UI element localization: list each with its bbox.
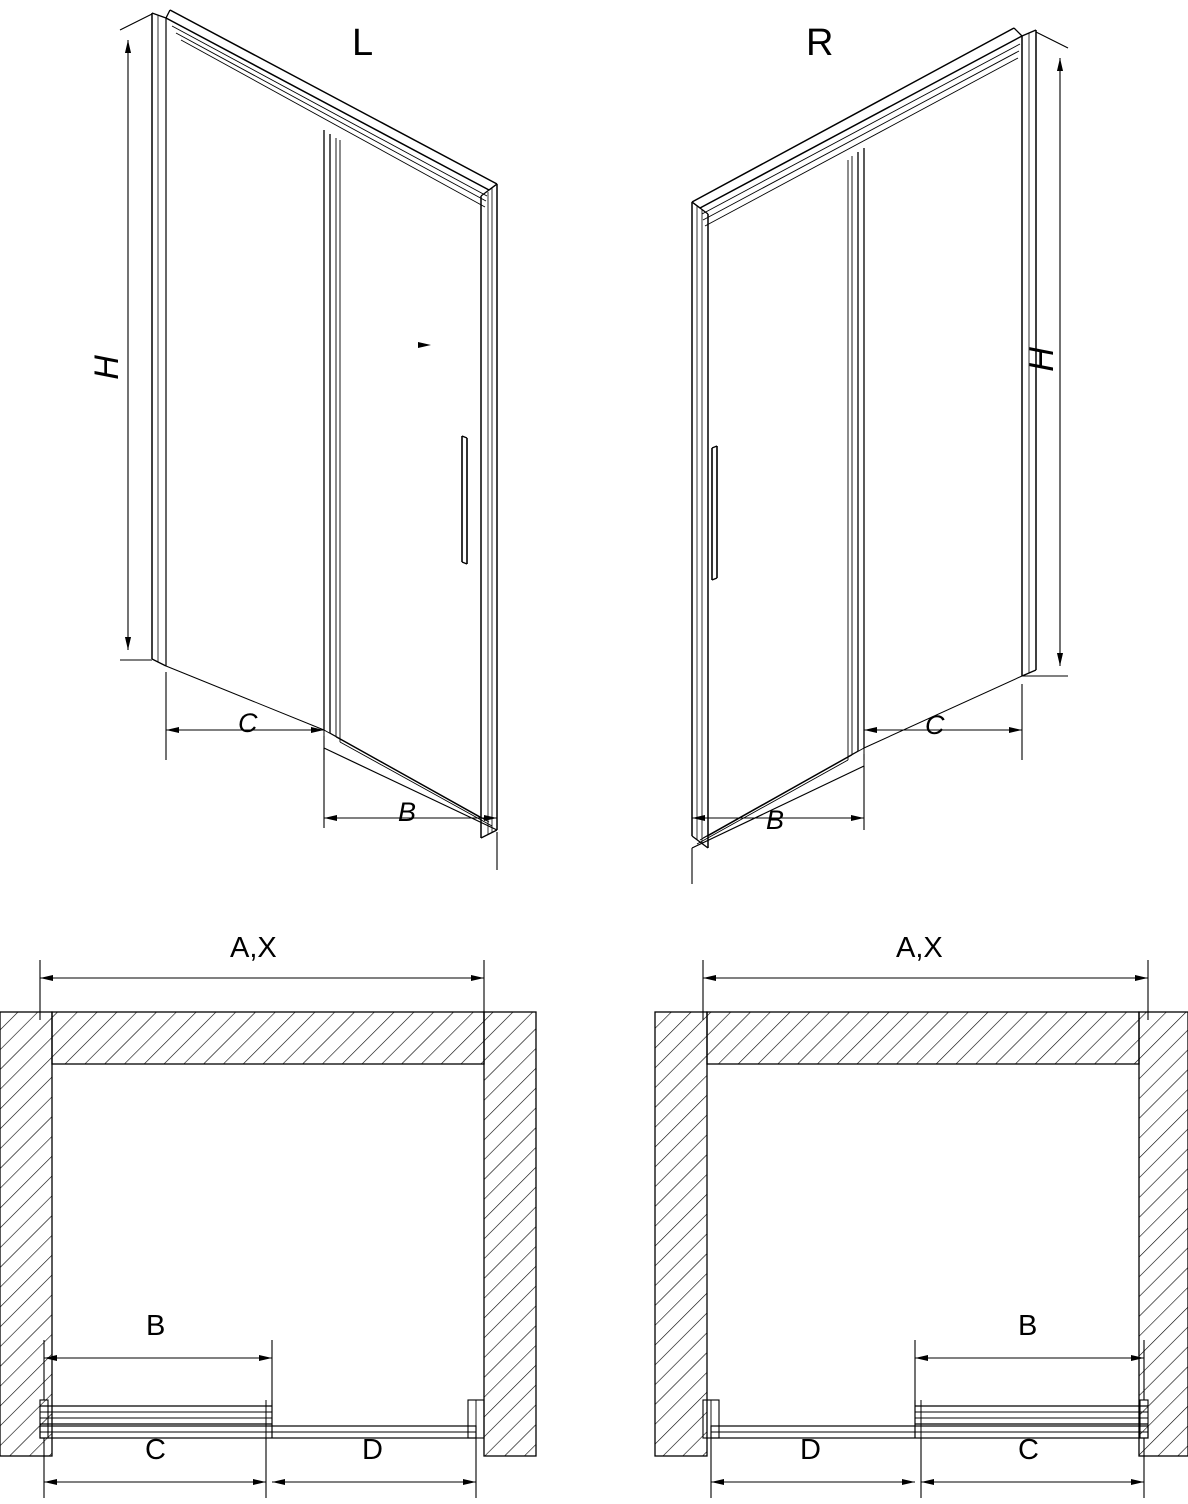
- view-plan-right: [655, 1012, 1188, 1456]
- dimension-cd-plan-left: [44, 1438, 476, 1498]
- label-b-plan-right: B: [1018, 1310, 1038, 1342]
- dimension-b-plan-left: [44, 1340, 272, 1400]
- label-d-plan-left: D: [362, 1434, 383, 1466]
- label-height-left: H: [87, 355, 126, 380]
- dimension-ax-left: [40, 960, 484, 1020]
- dimension-dc-plan-right: [711, 1438, 1144, 1498]
- view-iso-right: [692, 28, 1036, 848]
- view-plan-left: [0, 1012, 536, 1456]
- label-b-plan-left: B: [146, 1310, 166, 1342]
- label-b-iso-left: B: [398, 797, 417, 827]
- label-c-iso-right: C: [925, 710, 945, 740]
- label-c-plan-left: C: [145, 1434, 166, 1466]
- dimension-h-left: [0, 14, 431, 660]
- label-variant-left: L: [352, 22, 374, 64]
- label-height-right: H: [1022, 347, 1061, 372]
- dimension-h-right: [0, 0, 1068, 676]
- label-c-plan-right: C: [1018, 1434, 1039, 1466]
- label-d-plan-right: D: [800, 1434, 821, 1466]
- dimension-ax-right: [703, 960, 1148, 1020]
- label-ax-plan-right: A,X: [896, 932, 943, 964]
- label-b-iso-right: B: [766, 805, 785, 835]
- view-iso-left: [152, 10, 497, 838]
- label-c-iso-left: C: [238, 708, 258, 738]
- label-variant-right: R: [806, 22, 834, 64]
- dimension-b-plan-right: [915, 1340, 1144, 1400]
- label-ax-plan-left: A,X: [230, 932, 277, 964]
